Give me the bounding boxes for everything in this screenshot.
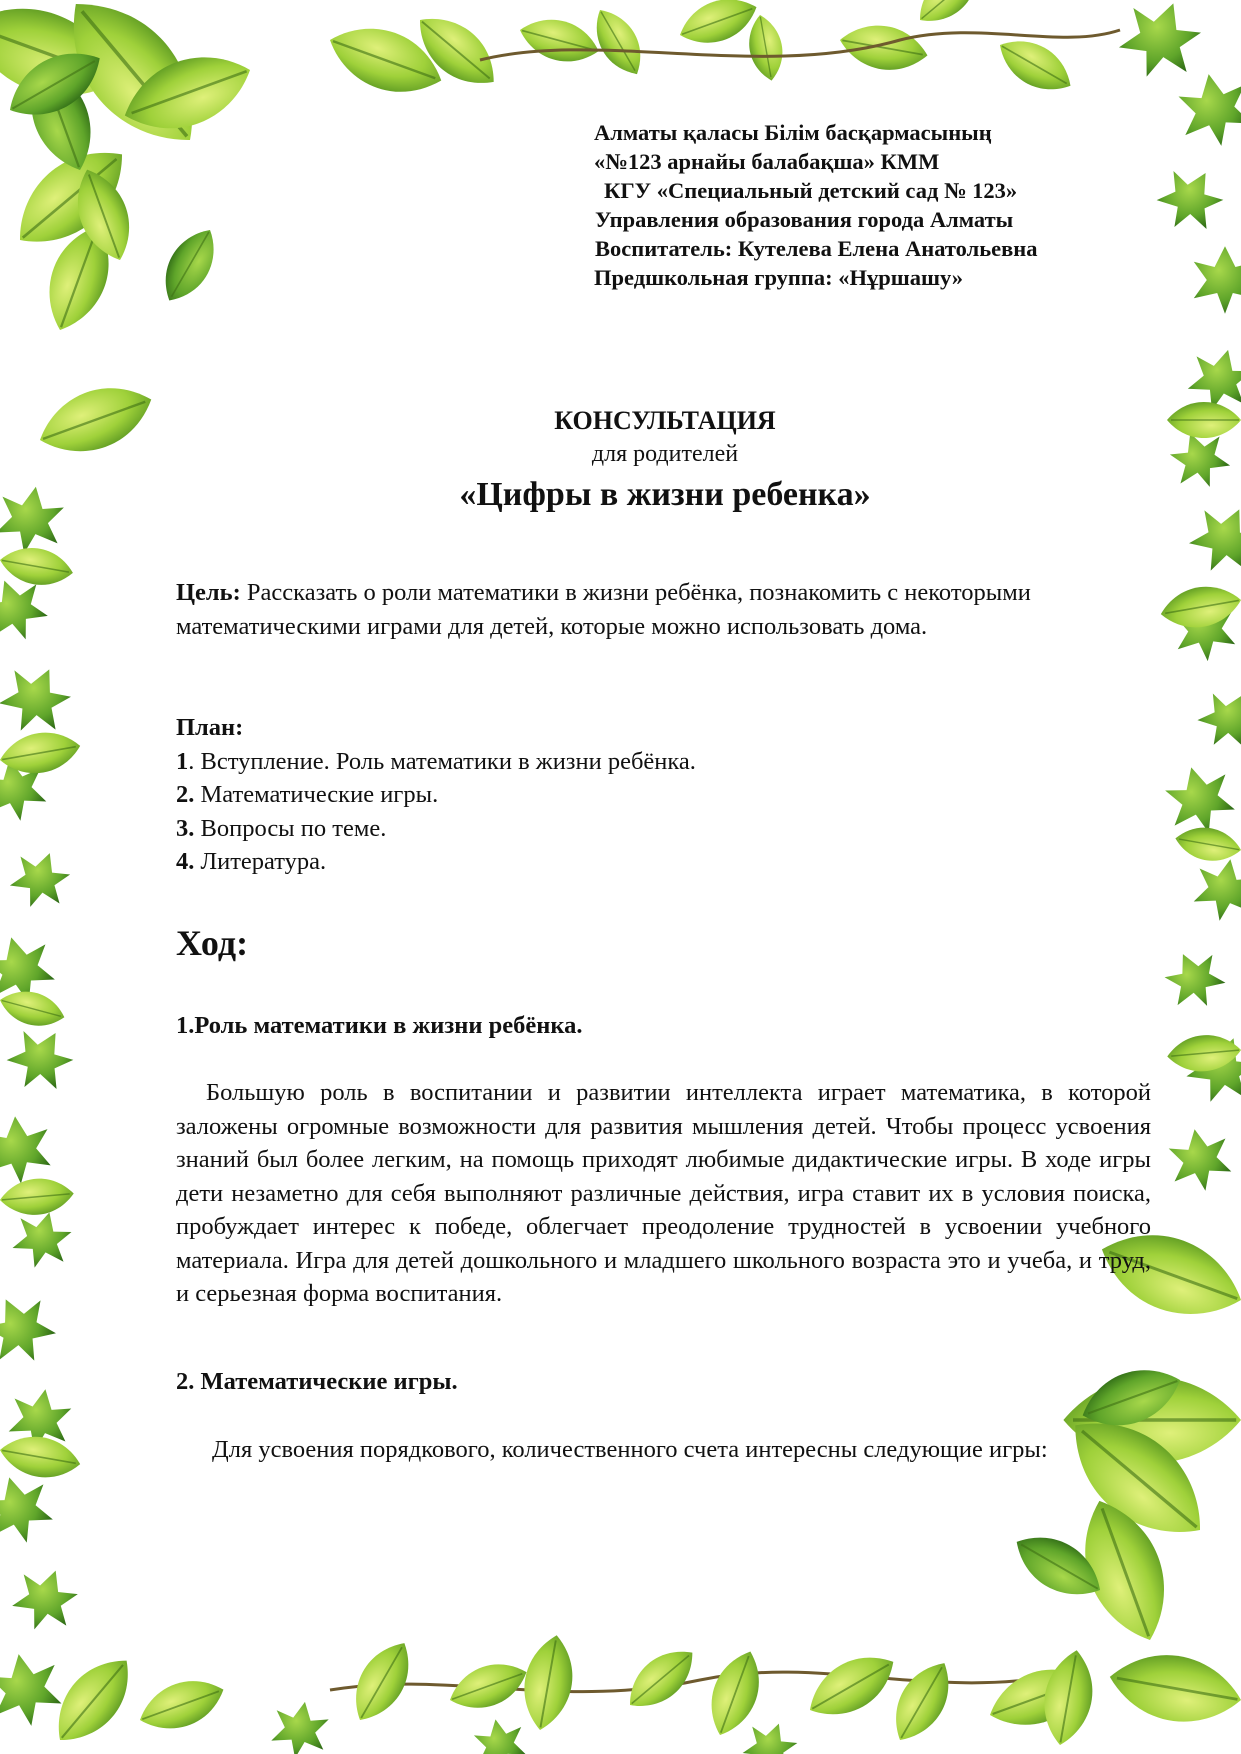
plan-item-text: Вопросы по теме. [194,814,387,842]
plan-item [176,845,1151,879]
document-title: «Цифры в жизни ребенка» [459,476,871,513]
progress-heading: Ход: [176,923,249,963]
institution-header [594,118,1114,292]
header-line-ru-department: Управления образования города Алматы [595,207,1014,232]
header-line-kz-kindergarten: «№123 арнайы балабақша» КММ [594,149,940,174]
plan-item [176,812,1151,846]
section-1-paragraph: Большую роль в воспитании и развитии интеллекта играет математика, в которой заложены огромные возможности для развития мышления детей. Чтобы процесс усвоения знаний был более легким, на помощь приходят любимые дидактические игры. В ходе игры дети незаметно для себя выполняют различные действия, игра ставит их в условия поиска, пробуждает интерес к победе, облегчает преодоление трудностей в усвоении учебного материала. Игра для детей дошкольного и младшего школьного возраста это и учеба, и труд, и серьезная форма воспитания. [176,1079,1151,1307]
plan-item [176,778,1151,812]
title-block [0,404,1241,518]
header-line-teacher: Воспитатель: Кутелева Елена Анатольевна [595,236,1038,261]
audience-subheading: для родителей [591,441,739,467]
plan-item-text: . Вступление. Роль математики в жизни ребёнка. [188,747,696,775]
plan-label: План: [176,714,244,741]
plan-item-number: 3. [176,814,195,842]
section-2-heading: 2. Математические игры. [176,1368,458,1395]
goal-text: Рассказать о роли математики в жизни ребёнка, познакомить с некоторыми математическими играми для детей, которые можно использовать дома. [176,579,1031,640]
header-line-group: Предшкольная группа: «Нұршашу» [594,265,964,290]
goal-paragraph [176,576,1076,643]
plan-section [176,711,1151,879]
header-line-kz-department: Алматы қаласы Білім басқармасының [594,120,992,145]
section-2-paragraph: Для усвоения порядкового, количественного счета интересны следующие игры: [212,1436,1048,1463]
header-line-ru-kindergarten: КГУ «Специальный детский сад № 123» [604,178,1018,203]
consultation-heading: КОНСУЛЬТАЦИЯ [554,406,776,435]
section-1-heading: 1.Роль математики в жизни ребёнка. [176,1012,583,1039]
plan-item-text: Литература. [194,848,327,875]
plan-item-number: 1 [176,747,189,775]
plan-item [176,745,1151,779]
plan-item-number: 4. [176,848,195,875]
plan-item-text: Математические игры. [194,781,439,808]
plan-item-number: 2. [176,781,195,808]
goal-label: Цель: [176,579,241,606]
